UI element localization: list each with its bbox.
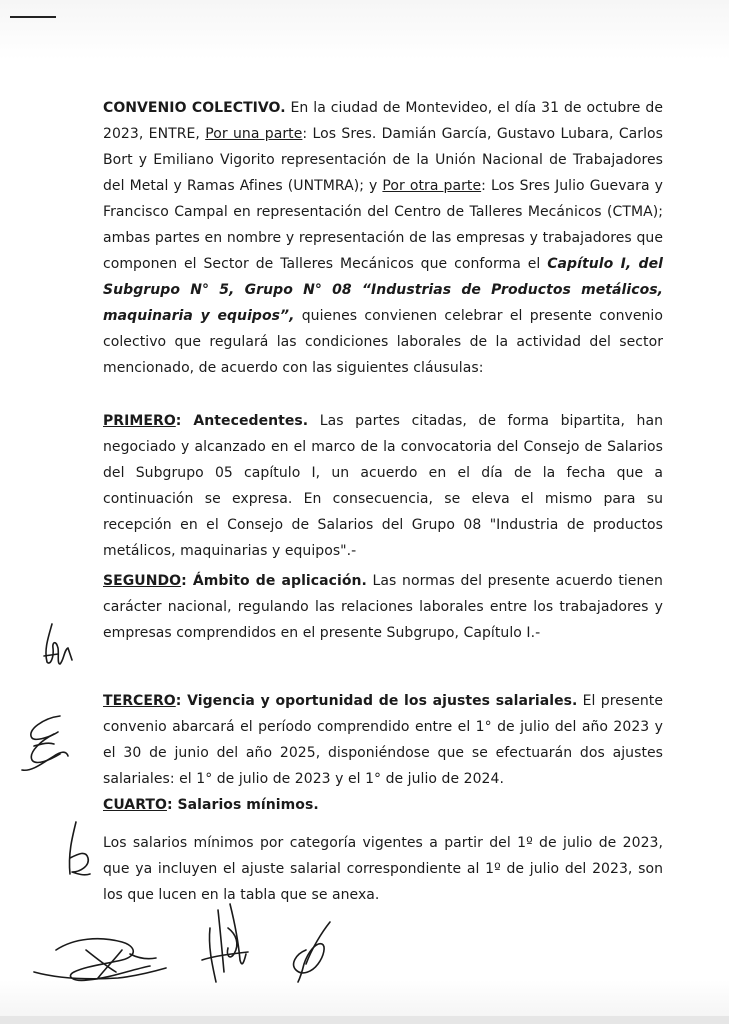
bottom-signature-3 [282, 914, 342, 984]
clause-primero [103, 408, 663, 564]
page-bottom-edge [0, 1016, 729, 1024]
clause-title-tercero: : Vigencia y oportunidad de los ajustes salariales. [175, 693, 578, 709]
clause-body-primero: Las partes citadas, de forma bipartita, han negociado y alcanzado en el marco de la convocatoria del Consejo de Salarios del Subgrupo 05 capítulo I, un acuerdo en el día de la fecha que a continuación se expresa. En consecuencia, se eleva el mismo para su recepción en el Consejo de Salarios del Grupo 08 "Industria de productos metálicos, maquinarias y equipos".- [103, 413, 664, 559]
por-otra-parte-label: Por otra parte [382, 178, 482, 194]
clause-label-tercero: TERCERO [103, 693, 176, 709]
clause-body-cuarto: Los salarios mínimos por categoría vigentes a partir del 1º de julio de 2023, que ya incluyen el ajuste salarial correspondiente al 1º de julio del 2023, son los que lucen en la tabla que se anexa. [103, 835, 663, 903]
margin-initials-signature-2 [14, 710, 74, 780]
clause-title-segundo: : Ámbito de aplicación. [181, 573, 367, 589]
clause-title-primero: : Antecedentes. [175, 413, 309, 429]
clause-tercero [103, 688, 663, 792]
clause-label-cuarto: CUARTO [103, 797, 167, 813]
bottom-signature-1 [26, 920, 176, 990]
group-emphasis: Capítulo I, del Subgrupo N° 5, Grupo N° 08 “Industrias de Productos metálicos, maquinaria y equipos”, [103, 256, 663, 324]
document-heading: CONVENIO COLECTIVO. [103, 100, 286, 116]
por-una-parte-label: Por una parte [205, 126, 303, 142]
bottom-signature-2 [200, 898, 260, 986]
clause-label-segundo: SEGUNDO [103, 573, 182, 589]
intro-text-4: quienes convienen celebrar el presente convenio colectivo que regulará las condiciones laborales de la actividad del sector mencionado, de acuerdo con las siguientes cláusulas: [103, 308, 663, 376]
margin-initials-signature-1 [38, 620, 78, 670]
margin-initials-signature-3 [54, 818, 94, 880]
clause-cuarto-body [103, 830, 663, 908]
corner-mark [10, 16, 56, 18]
intro-text-1: En la ciudad de Montevideo, el día 31 de octubre de 2023, ENTRE, [103, 100, 663, 142]
clause-title-cuarto: : Salarios mínimos. [166, 797, 319, 813]
intro-text-3: : Los Sres Julio Guevara y Francisco Campal en representación del Centro de Talleres Mecánicos (CTMA); ambas partes en nombre y representación de las empresas y trabajadores que componen el Sector de Talleres Mecánicos que conforma el [103, 178, 663, 272]
intro-paragraph [103, 95, 663, 381]
clause-label-primero: PRIMERO [103, 413, 176, 429]
intro-text-2: : Los Sres. Damián García, Gustavo Lubara, Carlos Bort y Emiliano Vigorito representación de la Unión Nacional de Trabajadores del Metal y Ramas Afines (UNTMRA); y [103, 126, 663, 194]
clause-segundo [103, 568, 663, 646]
clause-body-segundo: Las normas del presente acuerdo tienen carácter nacional, regulando las relaciones laborales entre los trabajadores y empresas comprendidos en el presente Subgrupo, Capítulo I.- [103, 573, 663, 641]
clause-cuarto-heading [103, 792, 663, 818]
clause-body-tercero: El presente convenio abarcará el período comprendido entre el 1° de julio del año 2023 y el 30 de junio del año 2025, disponiéndose que se efectuarán dos ajustes salariales: el 1° de julio de 2023 y el 1° de julio de 2024. [103, 693, 663, 787]
